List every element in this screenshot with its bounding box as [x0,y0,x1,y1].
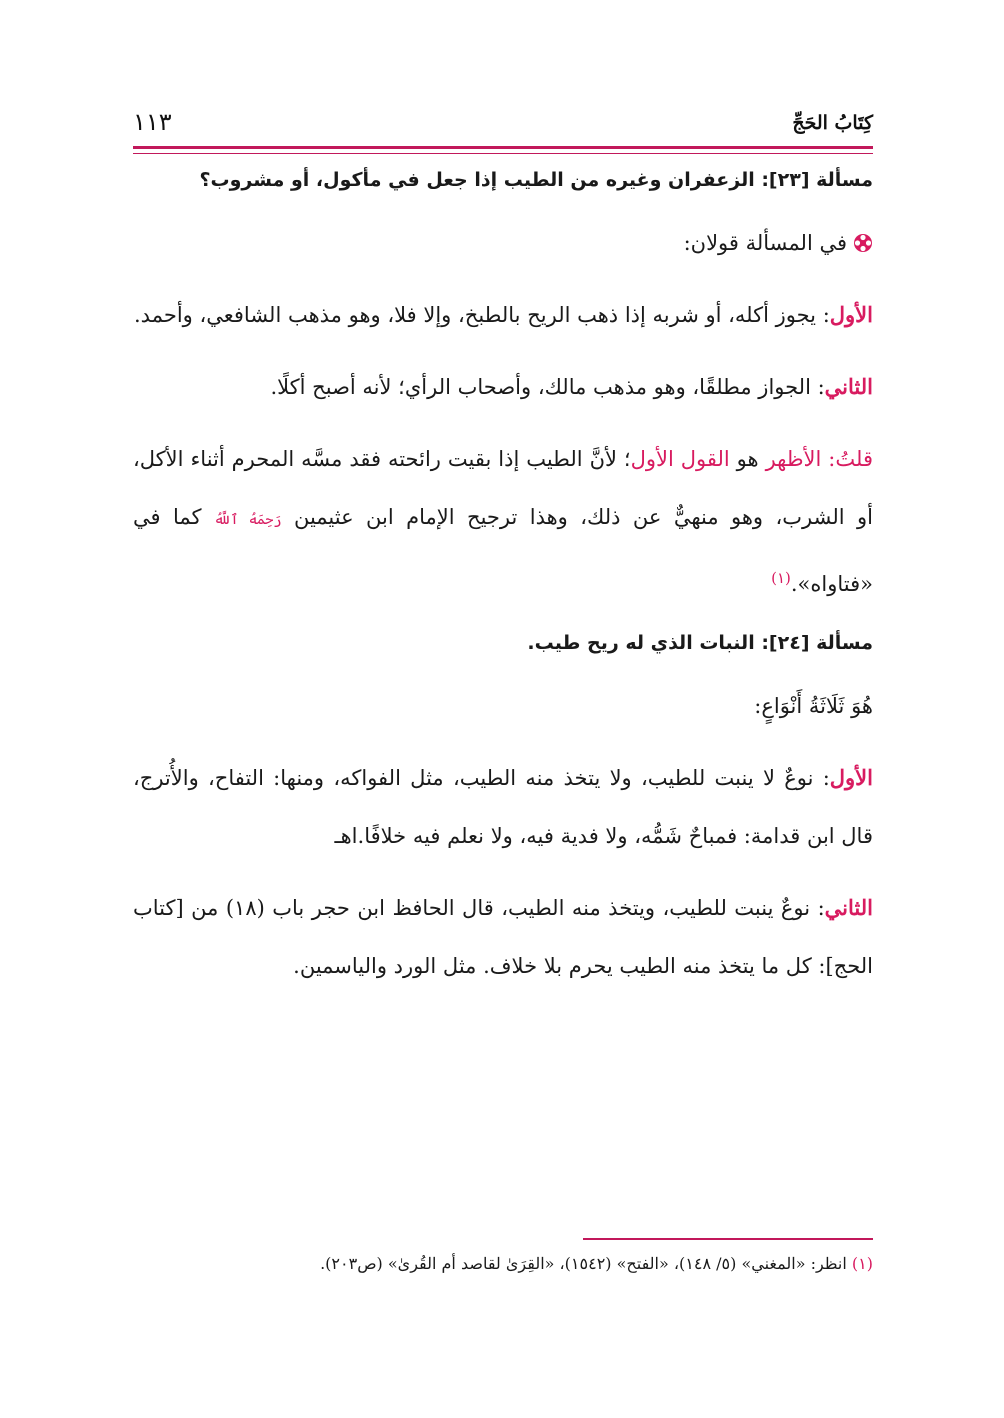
header-rule-thin [133,153,873,154]
page-content [133,164,873,1009]
footnote-reference[interactable]: (١) [771,569,791,587]
opinion-first [133,286,873,344]
type-second-label: الثاني [824,895,873,920]
type-second [133,879,873,995]
intro-line [133,214,873,272]
flower-icon [853,233,873,253]
honorific-mark: رَحِمَهُ ٱللَّهُ [213,512,282,528]
footnote-separator [583,1238,873,1240]
opinion-first-label: الأول [829,302,873,327]
intro-text: في المسألة قولان: [683,231,847,255]
header-rule-thick [133,146,873,149]
footnote [133,1248,873,1280]
page-header [133,100,873,144]
opinion-second-text: : الجواز مطلقًا، وهو مذهب مالك، وأصحاب الرأي؛ لأنه أصبح أكلًا. [270,375,825,399]
conclusion-lead: قلتُ: الأظهر [765,447,873,471]
opinion-first-text: : يجوز أكله، أو شربه إذا ذهب الريح بالطبخ، وإلا فلا، وهو مذهب الشافعي، وأحمد. [134,303,830,327]
footnote-text: انظر: «المغني» (٥/ ١٤٨)، «الفتح» (١٥٤٢)، «القِرَىٰ لقاصد أم القُرىٰ» (ص٢٠٣). [320,1254,852,1273]
type-first-label: الأول [829,765,873,790]
page-number: ١١٣ [133,108,172,136]
conclusion-reference: القول الأول [630,447,730,471]
type-first [133,749,873,865]
issue-23-heading: مسألة [٢٣]: الزعفران وغيره من الطيب إذا جعل في مأكول، أو مشروب؟ [199,169,873,191]
book-page [133,100,873,1273]
running-title: كِتَابُ الحَجِّ [792,112,873,134]
types-intro: هُوَ ثَلَاثَةُ أَنْوَاعٍ: [754,694,873,718]
opinion-second-label: الثاني [824,374,873,399]
conclusion-mid1: هو [729,447,766,471]
conclusion-paragraph [133,430,873,613]
type-second-text: : نوعٌ ينبت للطيب، ويتخذ منه الطيب، قال الحافظ ابن حجر باب (١٨) من [كتاب الحج]: كل ما يتخذ منه الطيب يحرم بلا خلاف. مثل الورد والياسمين. [133,896,873,978]
opinion-second [133,358,873,416]
issue-24-heading: مسألة [٢٤]: النبات الذي له ريح طيب. [527,632,873,654]
conclusion-end: كما في «فتاواه». [133,505,873,596]
type-first-text: : نوعٌ لا ينبت للطيب، ولا يتخذ منه الطيب، مثل الفواكه، ومنها: التفاح، والأُترج، قال ابن قدامة: فمباحٌ شَمُّه، ولا فدية فيه، ولا نعلم فيه خلافًا.اهـ [133,766,873,848]
footnote-number: (١) [851,1254,873,1273]
conclusion-body: ؛ لأنَّ الطيب إذا بقيت رائحته فقد مسَّه المحرم أثناء الأكل، أو الشرب، وهو منهيٌّ عن ذلك، وهذا ترجيح الإمام ابن عثيمين [133,447,873,529]
